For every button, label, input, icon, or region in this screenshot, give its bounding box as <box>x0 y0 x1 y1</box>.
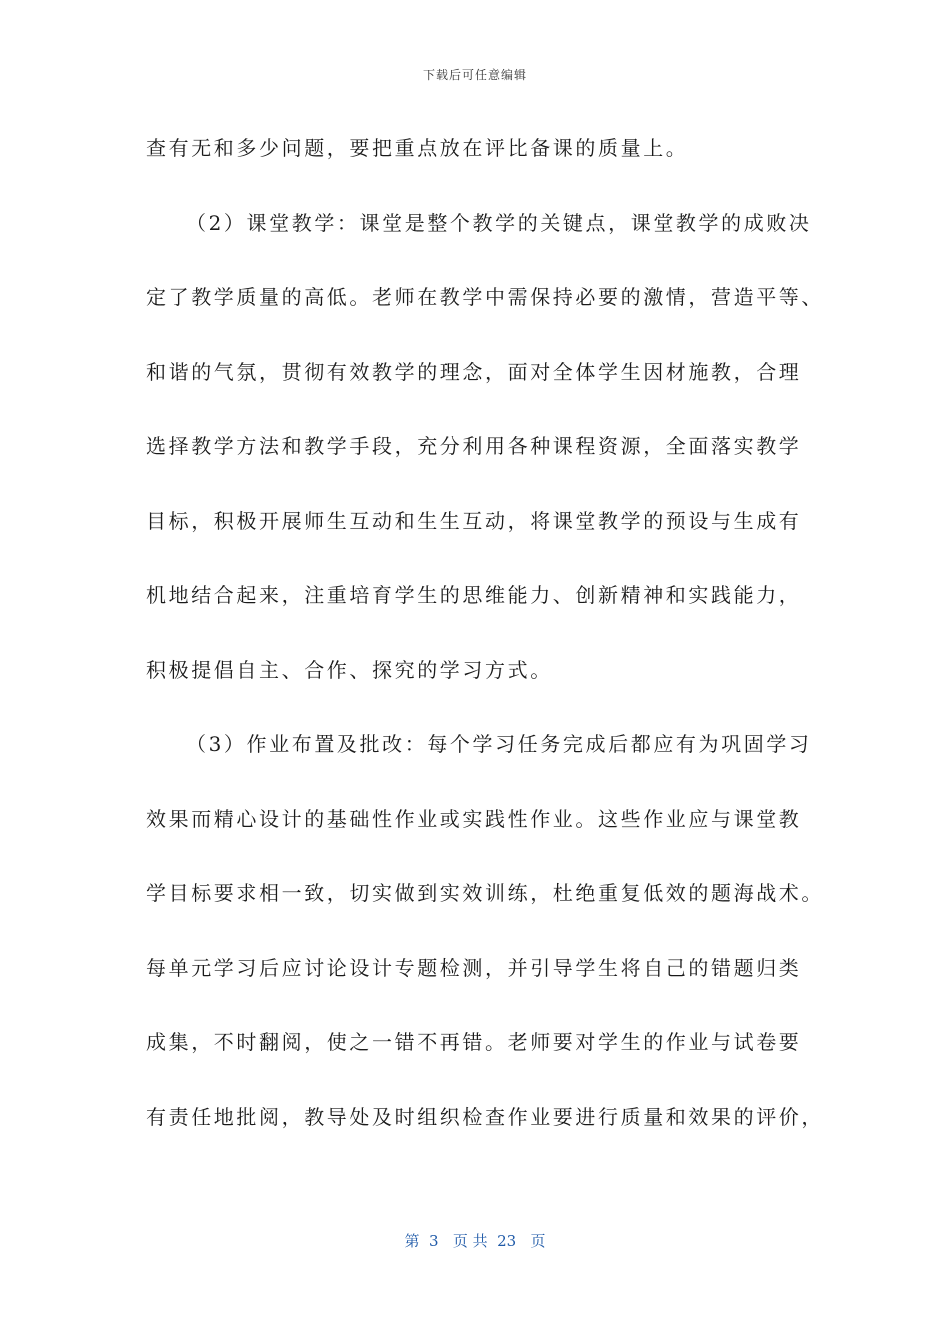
body-line: 定了教学质量的高低。老师在教学中需保持必要的激情，营造平等、 <box>146 285 824 309</box>
body-line: 积极提倡自主、合作、探究的学习方式。 <box>146 657 553 682</box>
body-line: 学目标要求相一致，切实做到实效训练，杜绝重复低效的题海战术。 <box>146 881 824 905</box>
body-line: 选择教学方法和教学手段，充分利用各种课程资源，全面落实教学 <box>146 434 802 458</box>
body-line: 每单元学习后应讨论设计专题检测，并引导学生将自己的错题归类 <box>146 955 802 980</box>
page-number-footer: 第 3 页 共 23 页 <box>404 1232 546 1250</box>
body-line: 有责任地批阅，教导处及时组织检查作业要进行质量和效果的评价， <box>146 1104 824 1129</box>
body-line: 效果而精心设计的基础性作业或实践性作业。这些作业应与课堂教 <box>146 806 802 831</box>
body-line: 成集，不时翻阅，使之一错不再错。老师要对学生的作业与试卷要 <box>146 1030 802 1054</box>
body-line: 目标，积极开展师生互动和生生互动，将课堂教学的预设与生成有 <box>146 508 802 533</box>
body-line: （2）课堂教学：课堂是整个教学的关键点，课堂教学的成败决 <box>186 210 812 235</box>
page-header: 下载后可任意编辑 <box>422 68 527 82</box>
body-line: 查有无和多少问题，要把重点放在评比备课的质量上。 <box>146 136 689 160</box>
body-line: 和谐的气氛，贯彻有效教学的理念，面对全体学生因材施教，合理 <box>146 359 802 384</box>
body-line: （3）作业布置及批改：每个学习任务完成后都应有为巩固学习 <box>186 732 812 756</box>
document-body <box>146 126 826 1169</box>
body-line: 机地结合起来，注重培育学生的思维能力、创新精神和实践能力， <box>146 583 802 607</box>
